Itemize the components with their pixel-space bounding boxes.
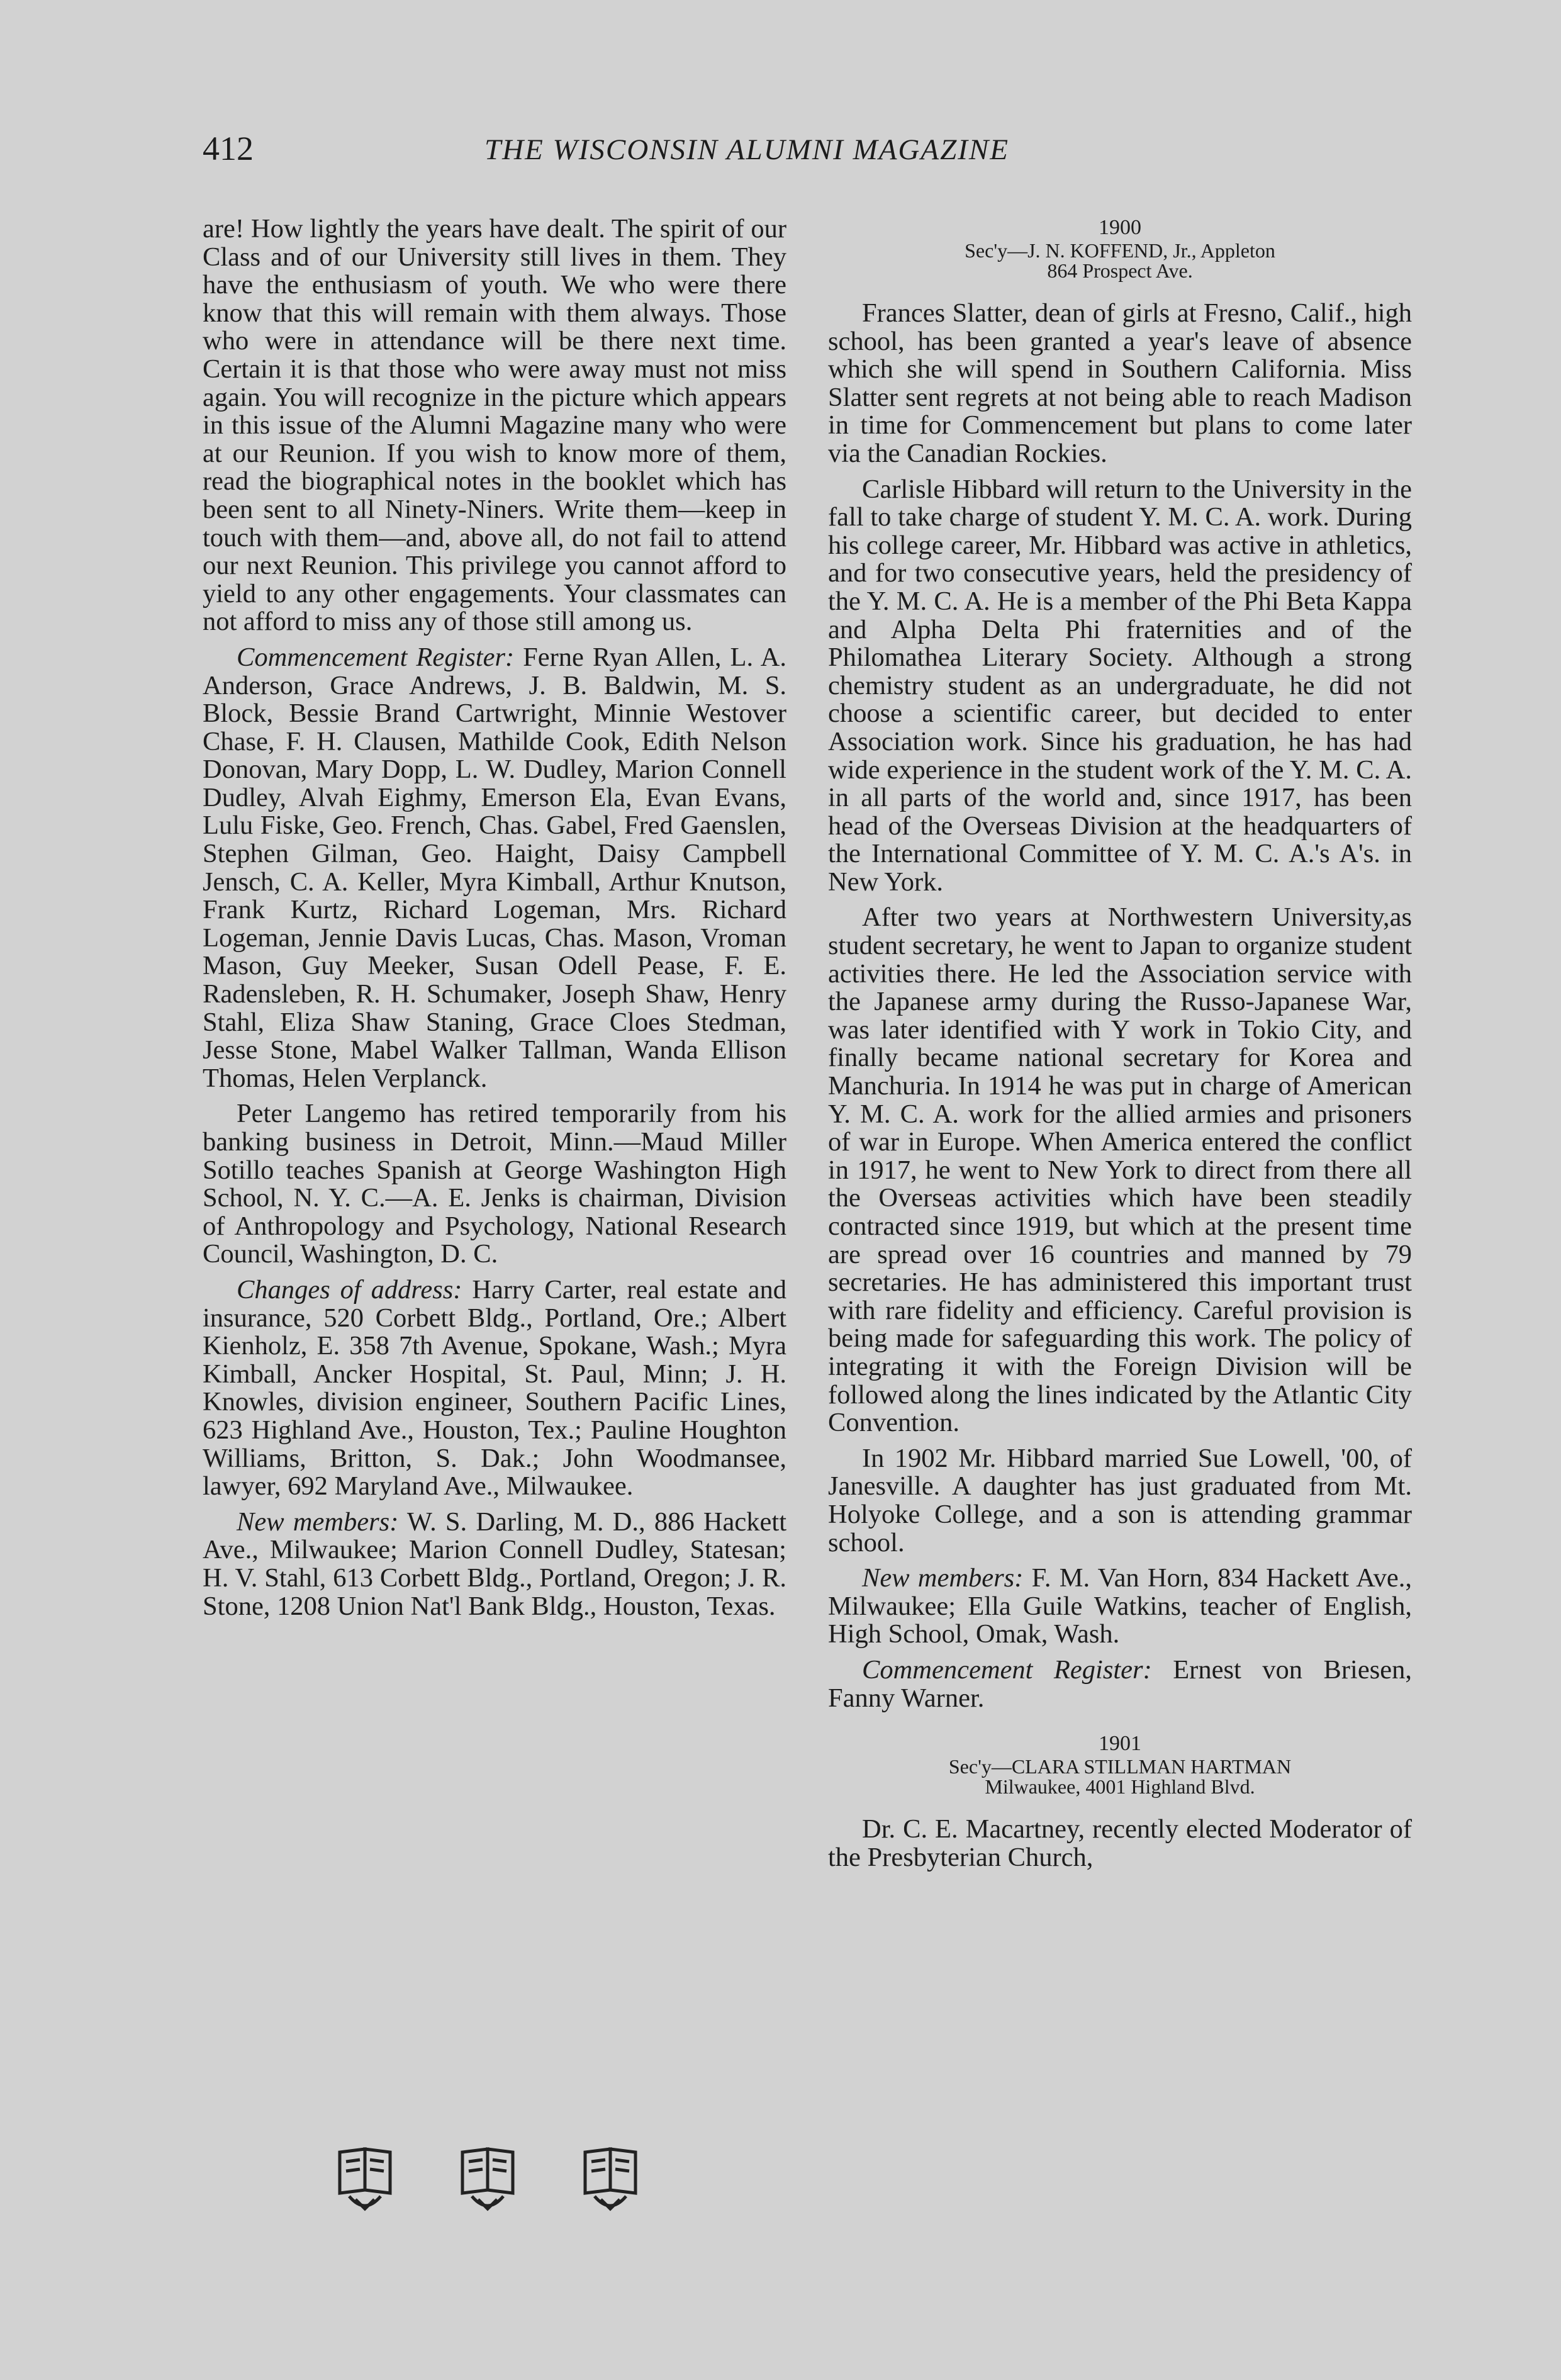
section-body: Ernest von Briesen, Fanny Warner. — [828, 1654, 1412, 1713]
magazine-title: THE WISCONSIN ALUMNI MAGAZINE — [484, 133, 1009, 166]
news-notes-1899: Peter Langemo has retired temporarily from his banking business in Detroit, Minn.—Maud Miller Sotillo teaches Spanish at George Washington High School, N. Y. C.—A. E. Jenks is chairman, Division of Anthropology and Psychology, National Research Council, Washington, D. C. — [203, 1099, 786, 1269]
secretary-1900-line1: Sec'y—J. N. KOFFEND, Jr., Appleton — [965, 239, 1275, 262]
secretary-1900-line2: 864 Prospect Ave. — [1047, 259, 1193, 282]
hibbard-career-paragraph: After two years at Northwestern University,as student secretary, he went to Japan to organize student activities there. He led the Association service with the Japanese army during the Russo-Japanese War, was later identified with Y work in Tokio City, and finally became national secretary for Korea and Manchuria. In 1914 he was put in charge of American Y. M. C. A. work for the allied armies and prisoners of war in Europe. When America entered the conflict in 1917, he went to New York to direct from there all the Overseas activities which have been steadily contracted since 1919, but which at the present time are spread over 16 countries and manned by 79 secretaries. He has administered this important trust with rare fidelity and efficiency. Careful provision is being made for safeguarding this work. The policy of integrating it with the Foreign Division will be followed along the lines indicated by the Atlantic City Convention. — [828, 902, 1412, 1438]
section-body: Ferne Ryan Allen, L. A. Anderson, Grace Andrews, J. B. Baldwin, M. S. Block, Bessie Brand Cartwright, Minnie Westover Chase, F. H. Clausen, Mathilde Cook, Edith Nelson Donovan, Mary Dopp, L. W. Dudley, Marion Connell Dudley, Alvah Eighmy, Emerson Ela, Evan Evans, Lulu Fiske, Geo. French, Chas. Gabel, Fred Gaenslen, Stephen Gilman, Geo. Haight, Daisy Campbell Jensch, C. A. Keller, Myra Kimball, Arthur Knutson, Frank Kurtz, Richard Logeman, Mrs. Richard Logeman, Jennie Davis Lucas, Chas. Mason, Vroman Mason, Guy Meeker, Susan Odell Pease, F. E. Radensleben, R. H. Schumaker, Joseph Shaw, Henry Stahl, Eliza Shaw Staning, Grace Cloes Stedman, Jesse Stone, Mabel Walker Tallman, Wanda Ellison Thomas, Helen Verplanck. — [203, 642, 786, 1093]
class-year-1900: 1900 — [1099, 216, 1141, 239]
commencement-register-1900 — [828, 1656, 1412, 1712]
section-label: Commencement Register: — [862, 1654, 1152, 1685]
section-label: Changes of address: — [237, 1274, 462, 1305]
new-members-1900 — [828, 1564, 1412, 1649]
hibbard-family-paragraph: In 1902 Mr. Hibbard married Sue Lowell, '00, of Janesville. A daughter has just graduated from Mt. Holyoke College, and a son is attending grammar school. — [828, 1443, 1412, 1558]
new-members-1899 — [203, 1508, 786, 1620]
section-body: F. M. Van Horn, 834 Hackett Ave., Milwaukee; Ella Guile Watkins, teacher of English, High School, Omak, Wash. — [828, 1563, 1413, 1649]
hibbard-paragraph: Carlisle Hibbard will return to the University in the fall to take charge of student Y. M. C. A. work. During his college career, Mr. Hibbard was active in athletics, and for two consecutive years, held the presidency of the Y. M. C. A. He is a member of the Phi Beta Kappa and Alpha Delta Phi fraternities and of the Philomathea Literary Society. Although a strong chemistry student as an undergraduate, he did not choose a scientific career, but decided to enter Association work. Since his graduation, he has had wide experience in the student work of the Y. M. C. A. in all parts of the world and, since 1917, has been head of the Overseas Division at the headquarters of the International Committee of Y. M. C. A.'s A's. in New York. — [828, 474, 1412, 897]
book-ornament-icon — [462, 2149, 513, 2209]
section-label: New members: — [237, 1507, 399, 1537]
page-number: 412 — [203, 130, 254, 167]
class-year-1901: 1901 — [1099, 1732, 1141, 1756]
section-label: New members: — [862, 1563, 1024, 1593]
secretary-1901-line1: Sec'y—CLARA STILLMAN HARTMAN — [948, 1755, 1292, 1778]
section-label: Commencement Register: — [237, 642, 515, 672]
book-ornament-icon — [340, 2149, 390, 2209]
book-ornament-icon — [327, 2143, 667, 2215]
section-body: Harry Carter, real estate and insurance, 520 Corbett Bldg., Portland, Ore.; Albert Kienholz, E. 358 7th Avenue, Spokane, Wash.; Myra Kimball, Ancker Hospital, St. Paul, Minn; J. H. Knowles, division engineer, Southern Pacific Lines, 623 Highland Ave., Houston, Tex.; Pauline Houghton Williams, Britton, S. Dak.; John Woodmansee, lawyer, 692 Maryland Ave., Milwaukee. — [203, 1274, 786, 1502]
page-header — [0, 129, 1561, 179]
macartney-paragraph: Dr. C. E. Macartney, recently elected Moderator of the Presbyterian Church, — [828, 1814, 1412, 1872]
commencement-register-1899 — [203, 644, 786, 1093]
changes-of-address-1899 — [203, 1276, 786, 1501]
right-column — [828, 215, 1412, 1872]
left-column — [203, 215, 786, 1620]
slatter-paragraph: Frances Slatter, dean of girls at Fresno, Calif., high school, has been granted a year's leave of absence which she will spend in Southern California. Miss Slatter sent regrets at not being able to reach Madison in time for Commencement but plans to come later via the Canadian Rockies. — [828, 298, 1412, 468]
secretary-1901-line2: Milwaukee, 4001 Highland Blvd. — [985, 1775, 1255, 1799]
class-1899-closing-paragraph: are! How lightly the years have dealt. The spirit of our Class and of our University still lives in them. They have the enthusiasm of youth. We who were there know that this will remain with them always. Those who were in attendance will be there next time. Certain it is that those who were away must not miss again. You will recognize in the picture which appears in this issue of the Alumni Magazine many who were at our Reunion. If you wish to know more of them, read the biographical notes in the booklet which has been sent to all Ninety-Niners. Write them—keep in touch with them—and, above all, do not fail to attend our next Reunion. This privilege you cannot afford to yield to any other engagements. Your classmates can not afford to miss any of those still among us. — [203, 214, 786, 637]
book-ornament-icon — [585, 2149, 635, 2209]
section-body: W. S. Darling, M. D., 886 Hackett Ave., Milwaukee; Marion Connell Dudley, Statesan; H. V. Stahl, 613 Corbett Bldg., Portland, Oregon; J. R. Stone, 1208 Union Nat'l Bank Bldg., Houston, Texas. — [203, 1507, 787, 1621]
